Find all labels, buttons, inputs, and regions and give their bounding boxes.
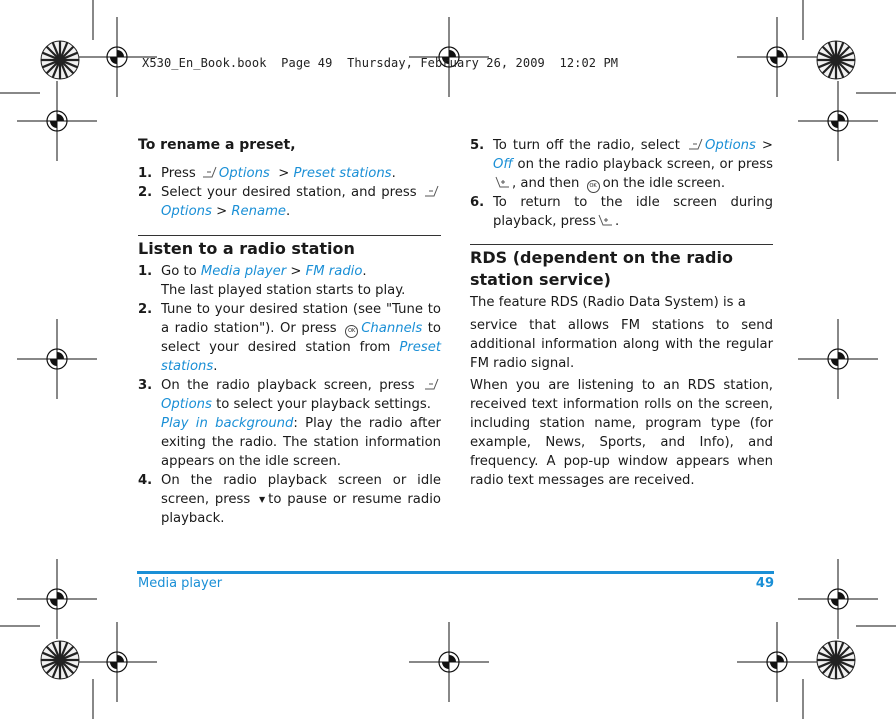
- right-softkey-icon: [598, 214, 613, 226]
- list-item: 2. Tune to your desired station (see "Tune to a radio station"). Or press OK Channels to select your desired station from Preset stations.: [138, 302, 441, 374]
- print-slug: X530_En_Book.book Page 49 Thursday, February 26, 2009 12:02 PM: [142, 56, 619, 70]
- list-item: 1. Press Options > Preset stations.: [138, 166, 396, 181]
- left-softkey-icon: [424, 378, 439, 390]
- list-item: 1. Go to Media player > FM radio. The last played station starts to play.: [138, 264, 406, 298]
- left-softkey-icon: [424, 185, 439, 197]
- footer-section-name: Media player: [138, 576, 223, 591]
- rds-paragraph-2: service that allows FM stations to send additional information along with the regular FM radio signal.: [470, 318, 773, 371]
- left-softkey-icon: [202, 166, 217, 178]
- page-number: 49: [755, 576, 774, 591]
- list-item: 6. To return to the idle screen during playback, press .: [470, 195, 773, 229]
- listen-steps-continued: [470, 136, 773, 231]
- listen-section-title: Listen to a radio station: [138, 235, 441, 260]
- rds-paragraph-3: When you are listening to an RDS station, received text information rolls on the screen, including station name, program type (for example, News, Sports, and Info), and frequency. A pop-up window appears when radio text messages are received.: [470, 378, 773, 488]
- rename-steps: [138, 164, 441, 221]
- right-column: [470, 136, 773, 493]
- rds-paragraph-1: The feature RDS (Radio Data System) is a: [470, 295, 746, 310]
- list-item: 4. On the radio playback screen or idle screen, press ▼ to pause or resume radio playback.: [138, 473, 441, 526]
- left-column: [138, 136, 441, 528]
- rename-heading: To rename a preset,: [138, 137, 296, 153]
- left-softkey-icon: [688, 138, 703, 150]
- ok-key-icon: OK: [587, 180, 600, 193]
- footer-rule: [137, 571, 774, 574]
- nav-down-icon: ▼: [259, 495, 266, 504]
- listen-steps: [138, 262, 441, 528]
- list-item: 5. To turn off the radio, select Options > Off on the radio playback screen, or press , and then OK on the idle screen.: [470, 138, 773, 191]
- ok-key-icon: OK: [345, 325, 358, 338]
- right-softkey-icon: [495, 176, 510, 188]
- rds-section-title: RDS (dependent on the radio station service): [470, 244, 773, 291]
- list-item: 2. Select your desired station, and press Options > Rename.: [138, 183, 441, 221]
- list-item: 3. On the radio playback screen, press Options to select your playback settings. Play in background: Play the radio after exiting the radio. The station information appears on the idle screen.: [138, 378, 441, 469]
